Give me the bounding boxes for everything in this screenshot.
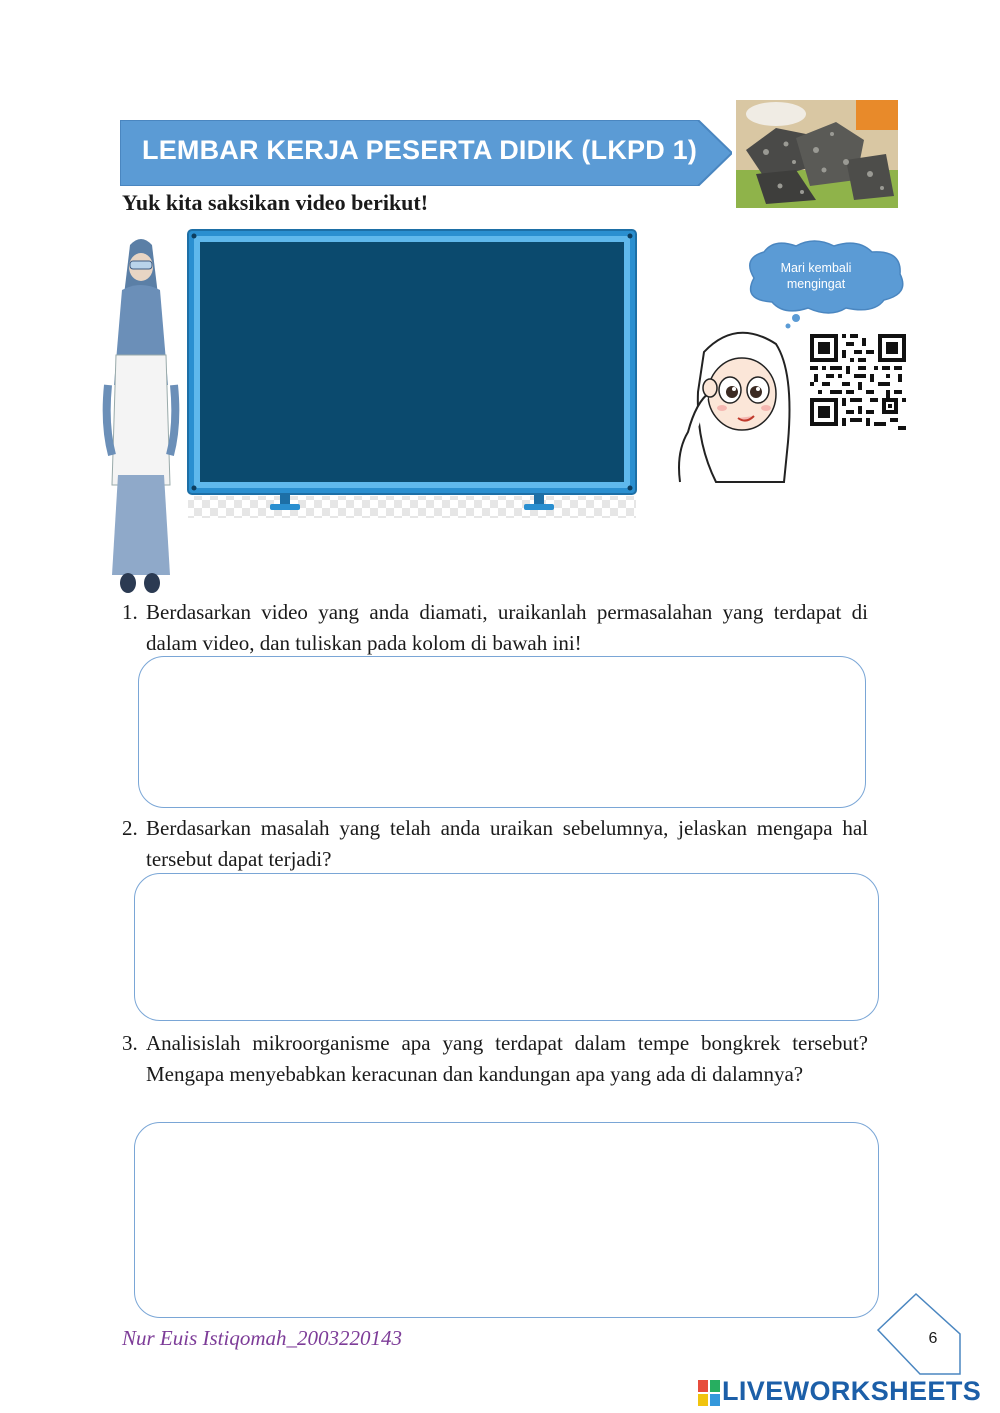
video-instruction: Yuk kita saksikan video berikut! [122, 190, 429, 215]
question-3-number: 3. [122, 1031, 138, 1055]
question-3-text: Analisislah mikroorganisme apa yang terdapat dalam tempe bongkrek tersebut? Mengapa menyebabkan keracunan dan kandungan apa yang ada di dalamnya? [146, 1031, 868, 1086]
page-number: 6 [928, 1330, 938, 1347]
answer-box-1[interactable] [138, 656, 866, 808]
question-2-number: 2. [122, 816, 138, 840]
answer-box-2[interactable] [134, 873, 879, 1021]
question-1-number: 1. [122, 600, 138, 624]
video-player-frame[interactable] [186, 228, 638, 520]
cartoon-girl-illustration [676, 322, 802, 484]
question-1-text: Berdasarkan video yang anda diamati, uraikanlah permasalahan yang terdapat di dalam video, dan tuliskan pada kolom di bawah ini! [146, 600, 868, 655]
liveworksheets-brand[interactable]: LIVEWORKSHEETS [722, 1376, 982, 1406]
worksheet-title: LEMBAR KERJA PESERTA DIDIK (LKPD 1) [142, 135, 698, 165]
question-2-text: Berdasarkan masalah yang telah anda uraikan sebelumnya, jelaskan mengapa hal tersebut dapat terjadi? [146, 816, 868, 871]
bubble-text: Mari kembali mengingat [780, 261, 852, 291]
scientist-illustration [100, 235, 182, 595]
author-credit: Nur Euis Istiqomah_2003220143 [122, 1326, 403, 1350]
answer-box-3[interactable] [134, 1122, 879, 1318]
tempe-bongkrek-photo [736, 100, 898, 208]
qr-code[interactable] [806, 330, 906, 430]
liveworksheets-logo-icon [698, 1380, 720, 1406]
